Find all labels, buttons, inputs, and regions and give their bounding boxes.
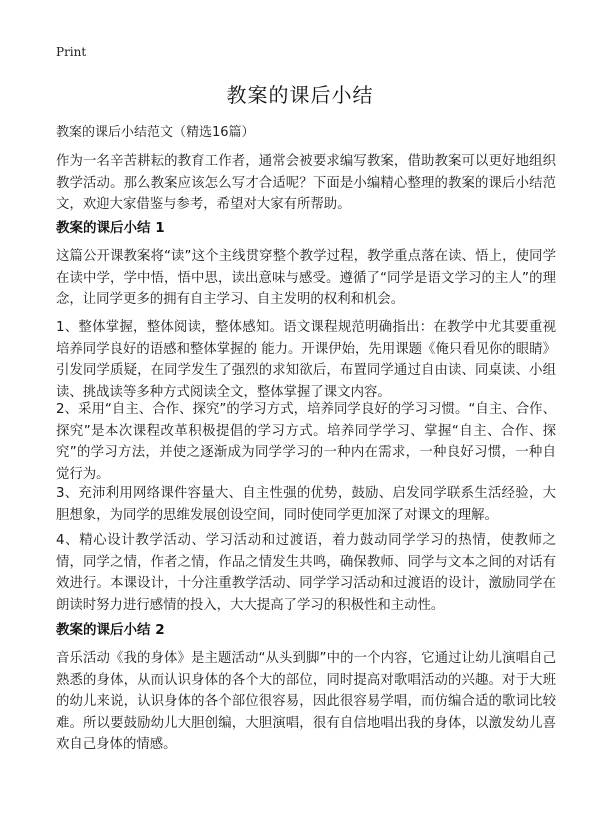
page-title: 教案的课后小结 (226, 83, 374, 107)
document-subtitle: 教案的课后小结范文（精选16篇） (56, 125, 255, 140)
intro-paragraph: 作为一名辛苦耕耘的教育工作者，通常会被要求编写教案，借助教案可以更好地组织教学活动。那么教案应该怎么写才合适呢？下面是小编精心整理的教案的课后小结范文，欢迎大家借鉴与参考，希望对大家有所帮助。 (56, 154, 556, 212)
section-2-paragraph-1: 音乐活动《我的身体》是主题活动“从头到脚”中的一个内容，它通过让幼儿演唱自己熟悉的身体，从而认识身体的各个大的部位，同时提高对歌唱活动的兴趣。对于大班的幼儿来说，认识身体的各个部位很容易，因此很容易学唱，而仿编合适的歌词比较难。所以要鼓励幼儿大胆创编，大胆演唱，很有自信地唱出我的身体，以激发幼儿喜欢自己身体的情感。 (56, 651, 556, 752)
print-link[interactable]: Print (56, 45, 87, 59)
section-heading-2: 教案的课后小结 2 (56, 622, 165, 638)
section-1-paragraph-1: 这篇公开课教案将“读”这个主线贯穿整个教学过程，教学重点落在读、悟上，使同学在读中学，学中悟，悟中思，读出意味与感受。遵循了“同学是语文学习的主人”的理念，让同学更多的拥有自主学习、自主发明的权利和机会。 (56, 249, 556, 307)
section-1-paragraph-4: 3、充沛利用网络课件容量大、自主性强的优势，鼓励、启发同学联系生活经验，大胆想象，为同学的思维发展创设空间，同时使同学更加深了对课文的理解。 (56, 486, 556, 523)
section-1-paragraph-3: 2、采用“自主、合作、探究”的学习方式，培养同学良好的学习习惯。“自主、合作、探究”是本次课程改革积极提倡的学习方式。培养同学学习、掌握“自主、合作、探究”的学习方法，并使之逐渐成为同学学习的一种内在需求，一种良好习惯，一种自觉行为。 (56, 402, 556, 482)
section-1-paragraph-5: 4、精心设计教学活动、学习活动和过渡语，着力鼓动同学学习的热情，使教师之情，同学之情，作者之情，作品之情发生共鸣，确保教师、同学与文本之间的对话有效进行。本课设计，十分注重教学活动、同学学习活动和过渡语的设计，激励同学在朗读时努力进行感情的投入，大大提高了学习的积极性和主动性。 (56, 533, 556, 613)
section-heading-1: 教案的课后小结 1 (56, 220, 165, 236)
section-1-paragraph-2: 1、整体掌握，整体阅读，整体感知。语文课程规范明确指出：在教学中尤其要重视培养同学良好的语感和整体掌握的 能力。开课伊始，先用课题《俺只看见你的眼睛》引发同学质疑，在同学发生了强烈的求知欲后，布置同学通过自由读、同桌读、小组读、挑战读等多种方式阅读全文，整体掌握了课文内容。 (56, 320, 556, 400)
